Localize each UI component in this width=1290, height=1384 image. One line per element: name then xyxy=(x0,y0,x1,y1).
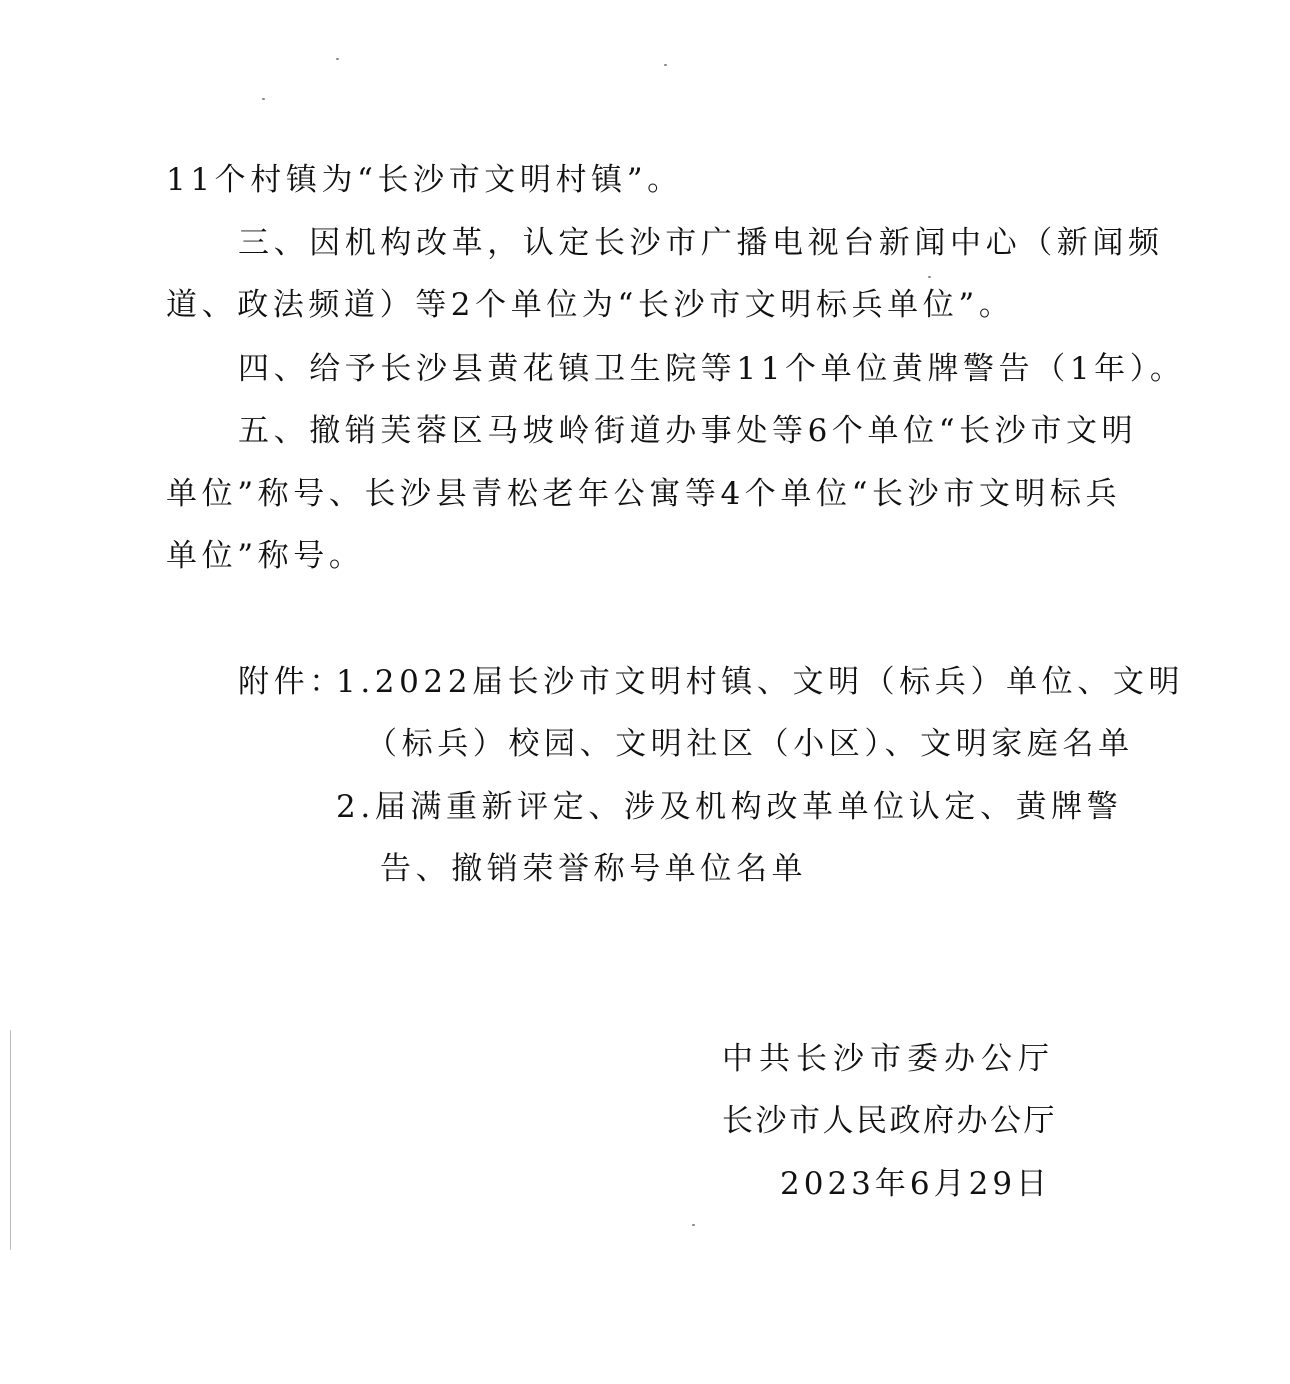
scan-speck xyxy=(692,1224,695,1226)
scan-speck xyxy=(336,58,339,60)
attachment-item-2-line1: 2.届满重新评定、涉及机构改革单位认定、黄牌警 xyxy=(336,789,1123,825)
attachment-item-1-line2: （标兵）校园、文明社区（小区）、文明家庭名单 xyxy=(366,726,1134,762)
scan-speck xyxy=(262,98,265,100)
signature-org-2: 长沙市人民政府办公厅 xyxy=(722,1103,1057,1139)
attachments-label: 附件： xyxy=(238,664,345,700)
scan-edge-mark xyxy=(10,1030,11,1250)
paragraph-five-line1: 五、撤销芙蓉区马坡岭街道办事处等6个单位“长沙市文明 xyxy=(238,413,1138,449)
paragraph-five-line2: 单位”称号、长沙县青松老年公寓等4个单位“长沙市文明标兵 xyxy=(166,476,1122,512)
scan-speck xyxy=(664,64,667,66)
paragraph-five-line3: 单位”称号。 xyxy=(166,538,365,574)
paragraph-three-line1: 三、因机构改革，认定长沙市广播电视台新闻中心（新闻频 xyxy=(238,225,1164,261)
paragraph-four: 四、给予长沙县黄花镇卫生院等11个单位黄牌警告（1年）。 xyxy=(238,351,1186,387)
scan-speck xyxy=(928,276,931,278)
signature-date: 2023年6月29日 xyxy=(780,1166,1052,1202)
paragraph-three-line2: 道、政法频道）等2个单位为“长沙市文明标兵单位”。 xyxy=(166,287,1015,323)
attachment-item-2-line2: 告、撤销荣誉称号单位名单 xyxy=(380,851,808,887)
attachment-item-1-line1: 1.2022届长沙市文明村镇、文明（标兵）单位、文明 xyxy=(336,664,1185,700)
signature-org-1: 中共长沙市委办公厅 xyxy=(722,1041,1055,1077)
paragraph-villages-end: 11个村镇为“长沙市文明村镇”。 xyxy=(166,162,683,198)
